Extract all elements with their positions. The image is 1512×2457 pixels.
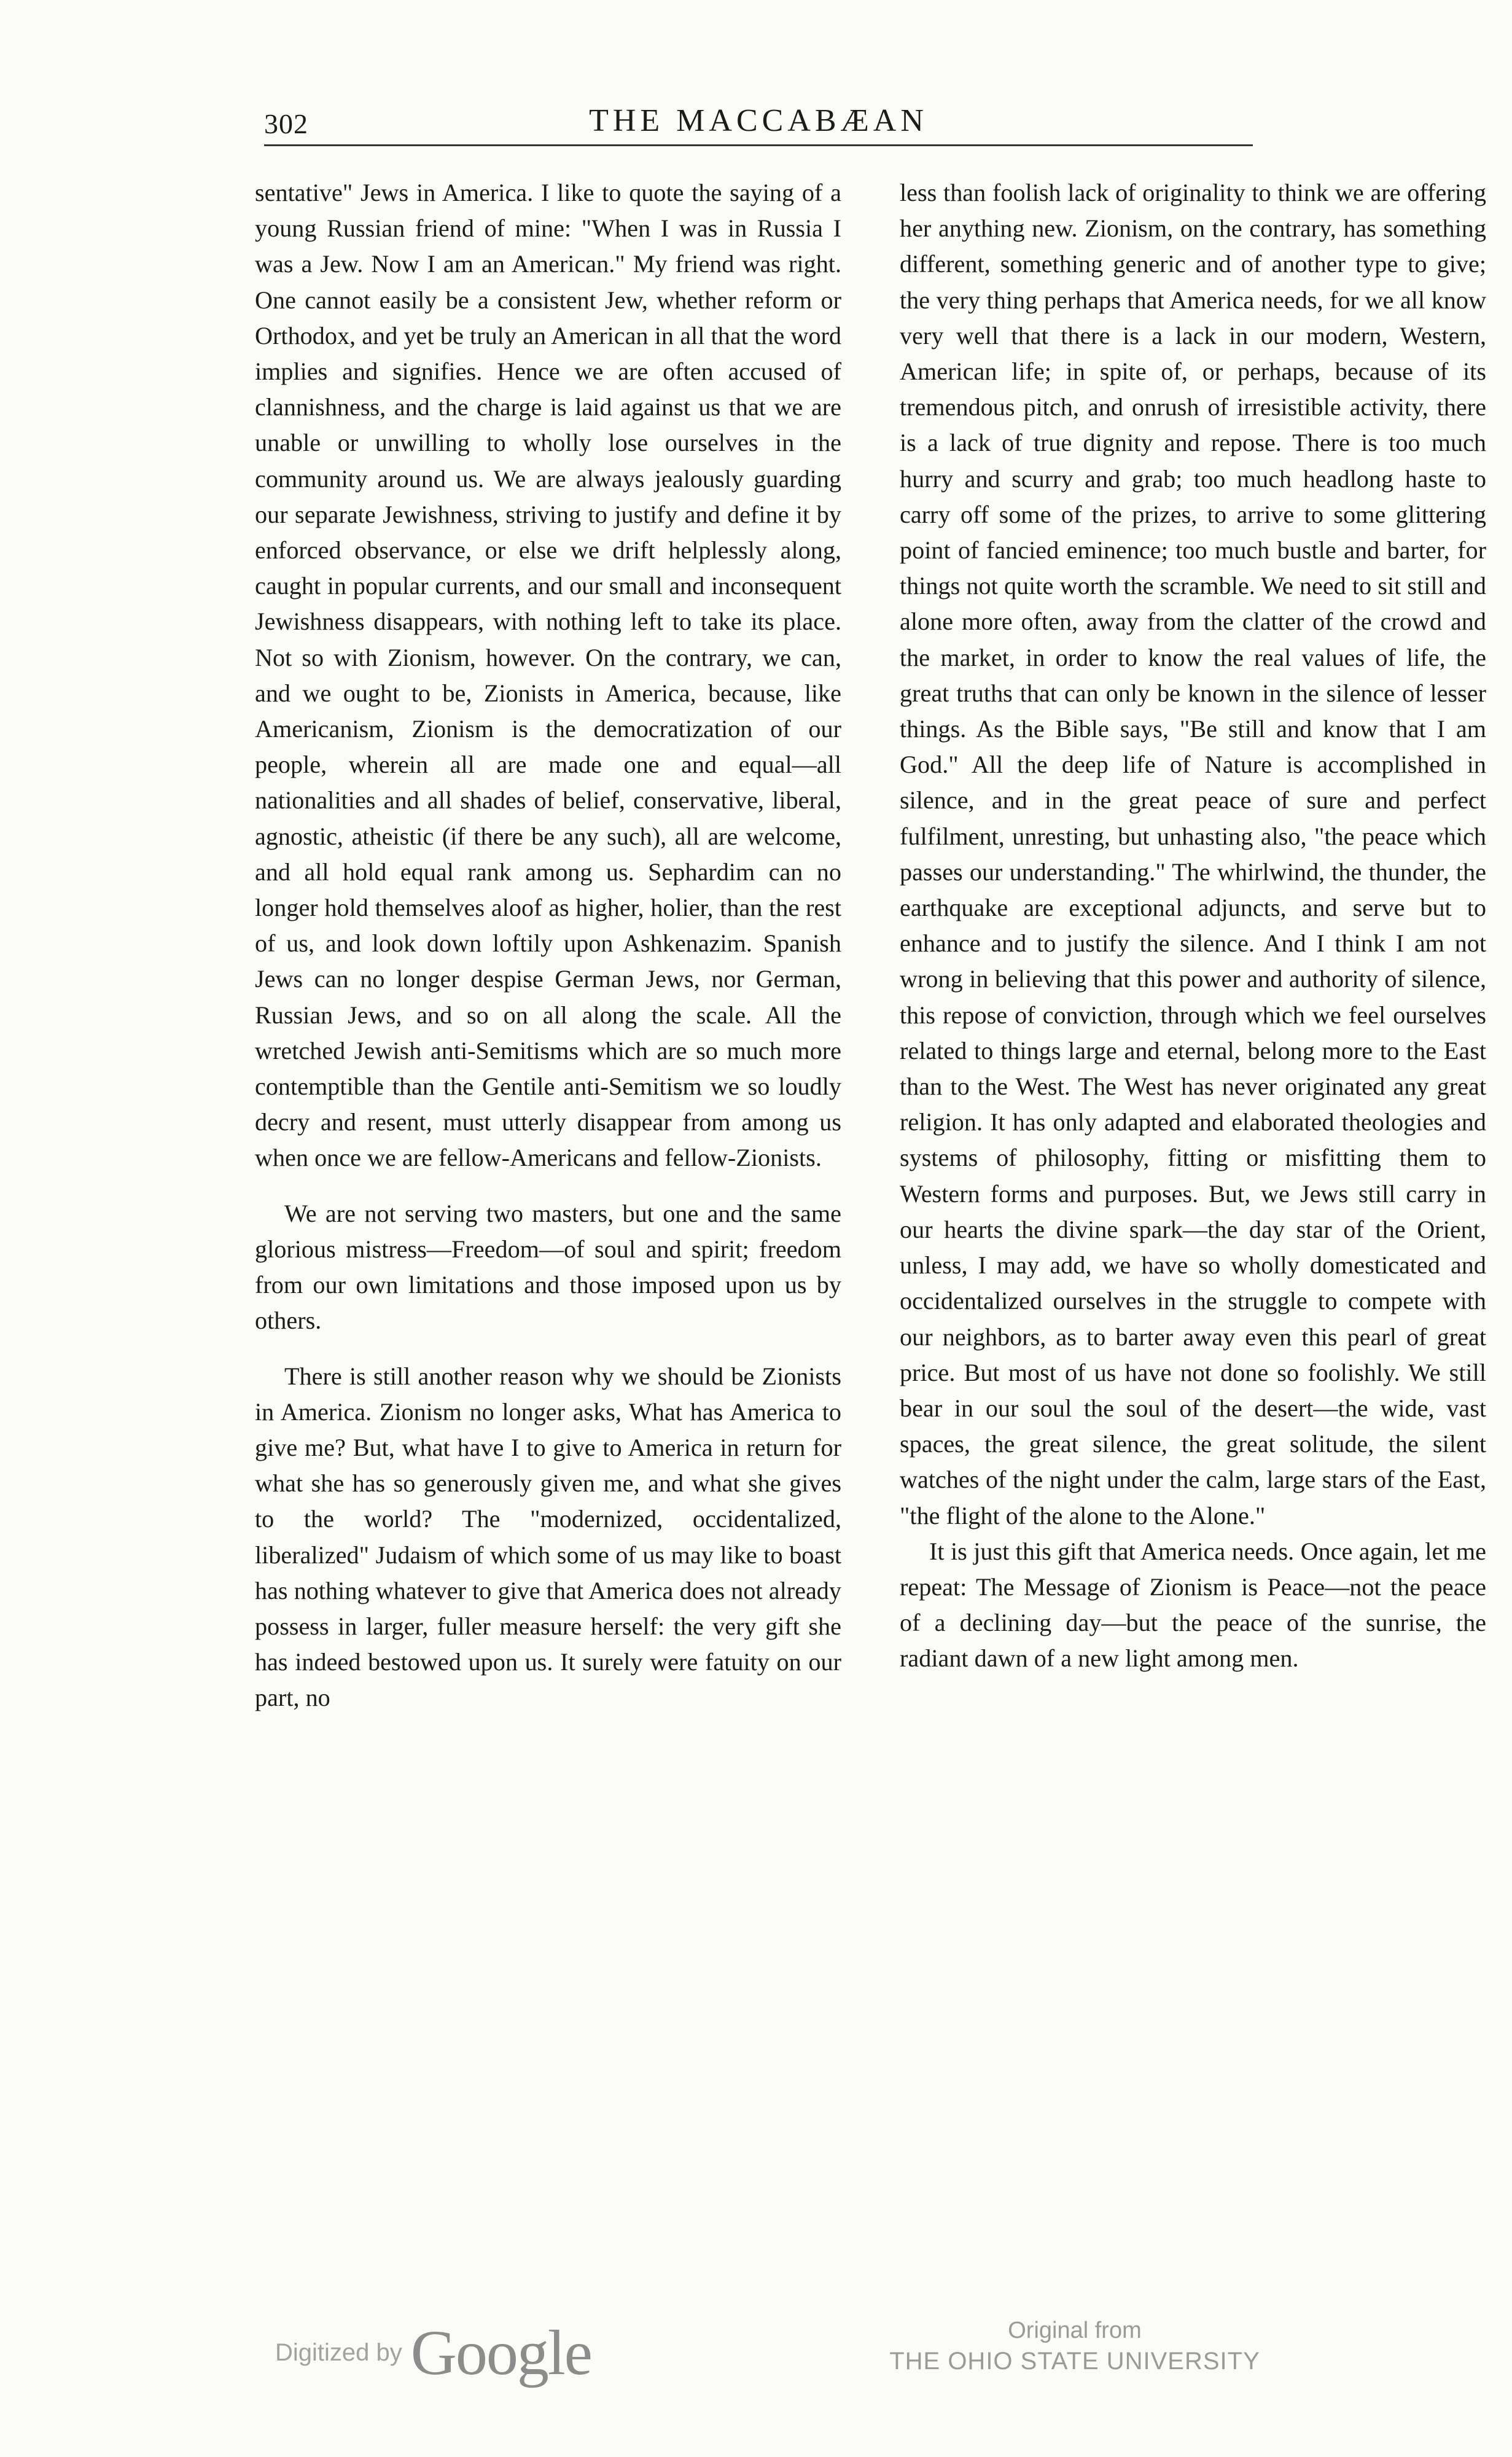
paragraph: less than foolish lack of originality to think we are offering her anything new. Zionism, on the contrary, has something different, something generic and of another type to give; the very thing perhaps that America needs, for we all know very well that there is a lack in our modern, Western, American life; in spite of, or perhaps, because of its tremendous pitch, and onrush of irresistible activity, there is a lack of true dignity and repose. There is too much hurry and scurry and grab; too much headlong haste to carry off some of the prizes, to arrive to some glittering point of fancied eminence; too much bustle and barter, for things not quite worth the scramble. We need to sit still and alone more often, away from the clatter of the crowd and the market, in order to know the real values of life, the great truths that can only be known in the silence of lesser things. As the Bible says, "Be still and know that I am God." All the deep life of Nature is accomplished in silence, and in the great peace of sure and perfect fulfilment, unresting, but unhasting also, "the peace which passes our understanding." The whirlwind, the thunder, the earthquake are exceptional adjuncts, and serve but to enhance and to justify the silence. And I think I am not wrong in believing that this power and authority of silence, this repose of conviction, through which we feel ourselves related to things large and eternal, belong more to the East than to the West. The West has never originated any great religion. It has only adapted and elaborated theologies and systems of philosophy, fitting or misfitting them to Western forms and purposes. But, we Jews still carry in our hearts the divine spark—the day star of the Orient, unless, I may add, we have so wholly domesticated and occidentalized ourselves in the struggle to compete with our neighbors, as to barter away even this pearl of great price. But most of us have not done so foolishly. We still bear in our soul the soul of the desert—the wide, vast spaces, the great silence, the great solitude, the silent watches of the night under the calm, large stars of the East, "the flight of the alone to the Alone." xyxy=(900,179,1486,1529)
page-header xyxy=(264,101,1253,146)
paragraph: It is just this gift that America needs. Once again, let me repeat: The Message of Zionism is Peace—not the peace of a declining day—but the peace of the sunrise, the radiant dawn of a new light among men. xyxy=(900,1537,1486,1673)
original-source-watermark xyxy=(848,2316,1302,2377)
left-text-column xyxy=(255,175,841,1716)
digitized-by-watermark xyxy=(275,2316,591,2389)
right-text-column xyxy=(900,175,1486,1677)
paragraph: We are not serving two masters, but one and the same glorious mistress—Freedom—of soul and spirit; freedom from our own limitations and those imposed upon us by others. xyxy=(255,1199,841,1335)
page-number: 302 xyxy=(264,108,308,139)
paragraph: There is still another reason why we should be Zionists in America. Zionism no longer asks, What has America to give me? But, what have I to give to America in return for what she has so generously given me, and what she gives to the world? The "modernized, occidentalized, liberalized" Judaism of which some of us may like to boast has nothing whatever to give that America does not already possess in larger, fuller measure herself: the very gift she has indeed bestowed upon us. It surely were fatuity on our part, no xyxy=(255,1362,841,1712)
digitized-by-label: Digitized by xyxy=(275,2338,402,2366)
paragraph: sentative" Jews in America. I like to quote the saying of a young Russian friend of mine: "When I was in Russia I was a Jew. Now I am an American." My friend was right. One cannot easily be a consistent Jew, whether reform or Orthodox, and yet be truly an American in all that the word implies and signifies. Hence we are often accused of clannishness, and the charge is laid against us that we are unable or unwilling to wholly lose ourselves in the community around us. We are always jealously guarding our separate Jewishness, striving to justify and define it by enforced observance, or else we drift helplessly along, caught in popular currents, and our small and inconsequent Jewishness disappears, with nothing left to take its place. Not so with Zionism, however. On the contrary, we can, and we ought to be, Zionists in America, because, like Americanism, Zionism is the democratization of our people, wherein all are made one and equal—all nationalities and all shades of belief, conservative, liberal, agnostic, atheistic (if there be any such), all are welcome, and all hold equal rank among us. Sephardim can no longer hold themselves aloof as higher, holier, than the rest of us, and look down loftily upon Ashkenazim. Spanish Jews can no longer despise German Jews, nor German, Russian Jews, and so on all along the scale. All the wretched Jewish anti-Semitisms which are so much more contemptible than the Gentile anti-Semitism we so loudly decry and resent, must utterly disappear from among us when once we are fellow-Americans and fellow-Zionists. xyxy=(255,179,841,1172)
original-from-label: Original from xyxy=(1008,2318,1142,2343)
journal-title: THE MACCABÆAN xyxy=(589,103,928,138)
google-logo: Google xyxy=(410,2317,591,2388)
university-label: THE OHIO STATE UNIVERSITY xyxy=(889,2348,1260,2375)
